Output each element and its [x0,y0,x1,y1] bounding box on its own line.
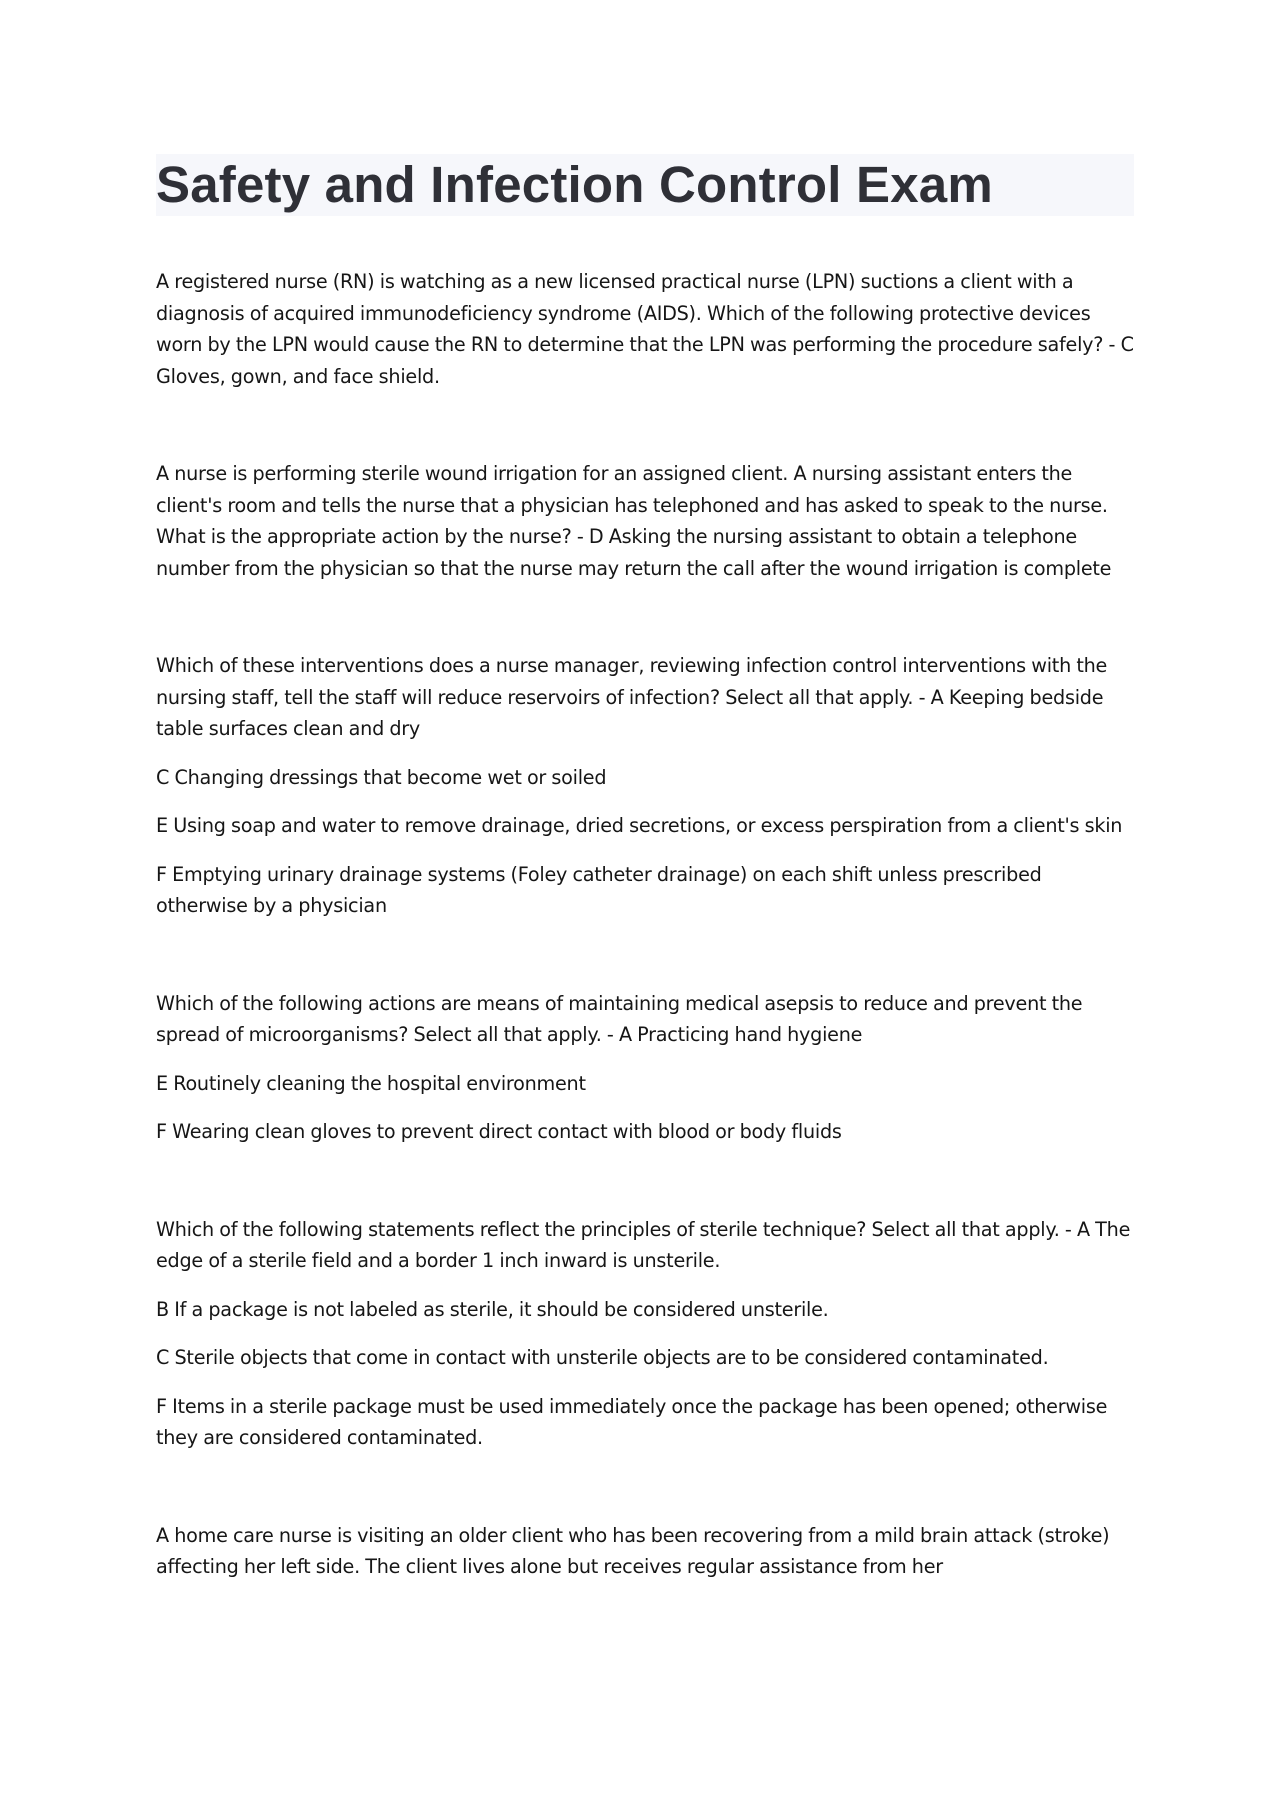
question-block [156,988,1134,1148]
question-paragraph: Which of the following statements reflect the principles of sterile technique? Select all that apply. - A The edge of a sterile field and a border 1 inch inward is unsterile. [156,1217,1131,1272]
answer-option: C Sterile objects that come in contact with unsterile objects are to be considered contaminated. [156,1346,1049,1369]
question-paragraph: A nurse is performing sterile wound irrigation for an assigned client. A nursing assistant enters the client's room and tells the nurse that a physician has telephoned and has asked to speak to the nurse. What is the appropriate action by the nurse? - D Asking the nursing assistant to obtain a telephone number from the physician so that the nurse may return the call after the wound irrigation is complete [156,462,1112,580]
question-block [156,650,1134,922]
question-paragraph: A registered nurse (RN) is watching as a new licensed practical nurse (LPN) suctions a client with a diagnosis of acquired immunodeficiency syndrome (AIDS). Which of the following protective devices worn by the LPN would cause the RN to determine that the LPN was performing the procedure safely? - C Gloves, gown, and face shield. [156,270,1134,388]
document-title: Safety and Infection Control Exam [156,156,993,213]
question-paragraph: A home care nurse is visiting an older client who has been recovering from a mild brain attack (stroke) affecting her left side. The client lives alone but receives regular assistance from her [156,1523,1110,1578]
question-block [156,1214,1134,1454]
question-paragraph: Which of the following actions are means of maintaining medical asepsis to reduce and prevent the spread of microorganisms? Select all that apply. - A Practicing hand hygiene [156,991,1083,1046]
title-band [156,154,1134,216]
question-block [156,266,1134,392]
question-paragraph: Which of these interventions does a nurse manager, reviewing infection control interventions with the nursing staff, tell the staff will reduce reservoirs of infection? Select all that apply. - A Keeping bedside table surfaces clean and dry [156,654,1108,740]
document-body [156,266,1134,1583]
answer-option: E Using soap and water to remove drainage, dried secretions, or excess perspiration from a client's skin [156,814,1123,837]
answer-option: F Items in a sterile package must be used immediately once the package has been opened; otherwise they are considered contaminated. [156,1394,1108,1449]
answer-option: E Routinely cleaning the hospital environment [156,1071,586,1095]
answer-option: F Wearing clean gloves to prevent direct contact with blood or body fluids [156,1120,842,1143]
question-block [156,1520,1134,1583]
answer-option: C Changing dressings that become wet or soiled [156,765,607,789]
question-block [156,458,1134,584]
answer-option: F Emptying urinary drainage systems (Foley catheter drainage) on each shift unless prescribed otherwise by a physician [156,862,1042,917]
document-page [156,154,1134,1583]
answer-option: B If a package is not labeled as sterile, it should be considered unsterile. [156,1297,829,1321]
